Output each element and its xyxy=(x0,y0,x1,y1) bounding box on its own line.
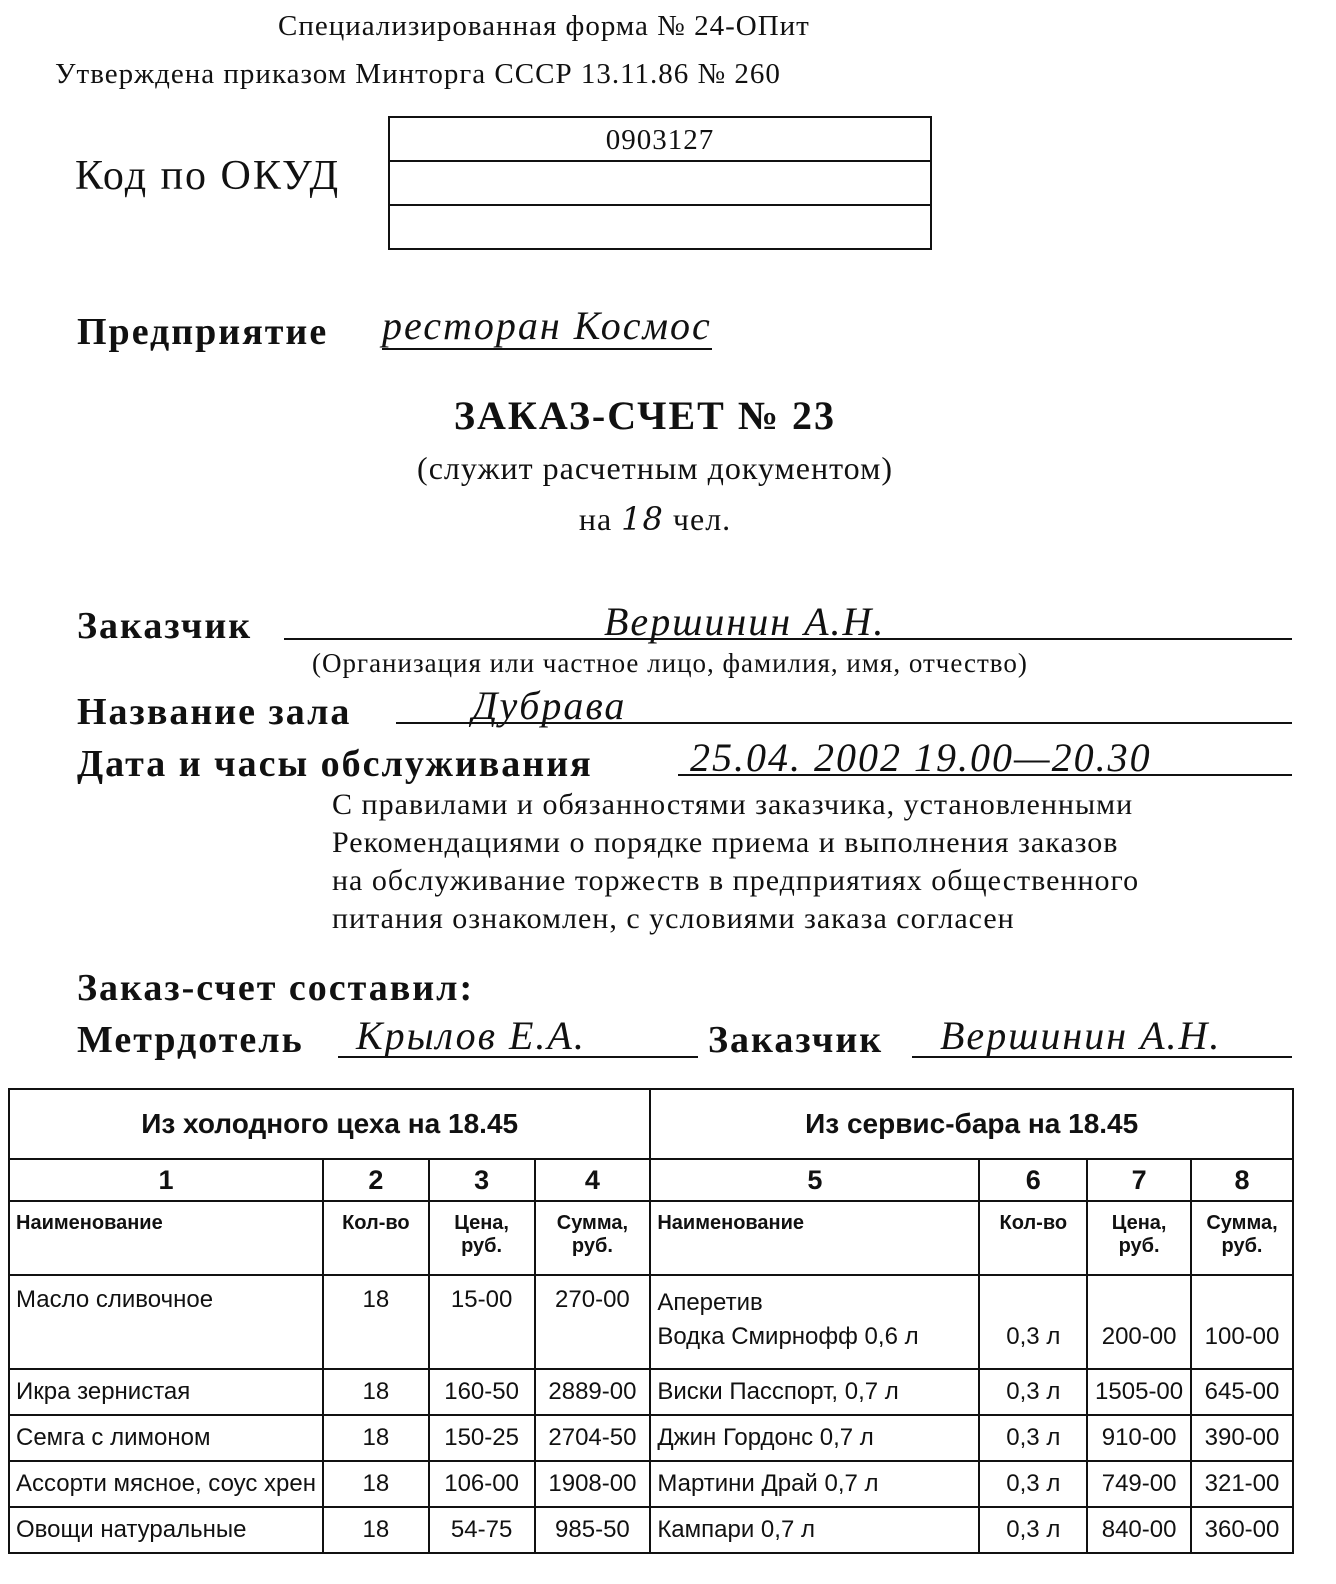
item-price: 106-00 xyxy=(429,1461,535,1507)
item-sum: 270-00 xyxy=(535,1275,651,1369)
col-number: 4 xyxy=(535,1159,651,1201)
customer-label: Заказчик xyxy=(77,605,253,647)
col-number: 3 xyxy=(429,1159,535,1201)
okud-code-value: 0903127 xyxy=(390,118,930,162)
bar-item-price: 749-00 xyxy=(1087,1461,1191,1507)
item-qty: 18 xyxy=(323,1415,429,1461)
consent-notice xyxy=(332,786,1294,938)
bar-item-name: Мартини Драй 0,7 л xyxy=(650,1461,979,1507)
bar-item-qty xyxy=(979,1275,1087,1369)
bar-item-qty: 0,3 л xyxy=(979,1369,1087,1415)
bar-item-sum-value: 100-00 xyxy=(1204,1323,1280,1350)
table-row xyxy=(9,1507,1293,1553)
col-number: 7 xyxy=(1087,1159,1191,1201)
item-qty: 18 xyxy=(323,1507,429,1553)
item-name: Овощи натуральные xyxy=(9,1507,323,1553)
bar-item-qty: 0,3 л xyxy=(979,1507,1087,1553)
item-name: Икра зернистая xyxy=(9,1369,323,1415)
notice-line: С правилами и обязанностями заказчика, установленными xyxy=(332,788,1134,821)
okud-empty-cell xyxy=(390,162,930,206)
persons-prefix: на xyxy=(578,501,613,537)
col-number: 1 xyxy=(9,1159,323,1201)
bar-item-price-value: 200-00 xyxy=(1101,1323,1177,1350)
item-name: Семга с лимоном xyxy=(9,1415,323,1461)
composed-customer-label: Заказчик xyxy=(708,1019,884,1061)
okud-empty-cell xyxy=(390,206,930,250)
persons-count: 18 xyxy=(621,500,664,538)
table-row xyxy=(9,1369,1293,1415)
bar-item-title: Водка Смирнофф 0,6 л xyxy=(657,1323,919,1350)
document-subtitle: (служит расчетным документом) xyxy=(417,450,893,486)
item-name: Масло сливочное xyxy=(9,1275,323,1369)
sum-header-line: Сумма, xyxy=(556,1212,629,1234)
notice-line: на обслуживание торжеств в предприятиях общественного xyxy=(332,864,1140,897)
col-header-name: Наименование xyxy=(650,1201,979,1275)
bar-item-price: 910-00 xyxy=(1087,1415,1191,1461)
sum-header-unit: руб. xyxy=(571,1235,613,1257)
form-number-line: Специализированная форма № 24-ОПит xyxy=(278,10,810,42)
item-sum: 2889-00 xyxy=(535,1369,651,1415)
bar-item-sum: 390-00 xyxy=(1191,1415,1293,1461)
cold-shop-section-header: Из холодного цеха на 18.45 xyxy=(9,1089,650,1159)
service-time-value: 25.04. 2002 19.00—20.30 xyxy=(690,735,1152,780)
bar-item-category: Аперетив xyxy=(657,1289,763,1316)
col-number: 2 xyxy=(323,1159,429,1201)
item-qty: 18 xyxy=(323,1461,429,1507)
column-header-row xyxy=(9,1201,1293,1275)
item-sum: 1908-00 xyxy=(535,1461,651,1507)
sum-header-unit: руб. xyxy=(1221,1235,1263,1257)
bar-item-sum: 360-00 xyxy=(1191,1507,1293,1553)
document-title: ЗАКАЗ-СЧЕТ № 23 xyxy=(453,393,837,438)
sum-header-line: Сумма, xyxy=(1206,1212,1278,1234)
notice-line: питания ознакомлен, с условиями заказа согласен xyxy=(332,902,1015,935)
price-header-unit: руб. xyxy=(461,1235,503,1257)
service-time-label: Дата и часы обслуживания xyxy=(77,743,593,785)
item-price: 54-75 xyxy=(429,1507,535,1553)
item-price: 150-25 xyxy=(429,1415,535,1461)
hall-value: Дубрава xyxy=(472,683,627,728)
col-header-sum xyxy=(1191,1201,1293,1275)
column-number-row xyxy=(9,1159,1293,1201)
customer-hint: (Организация или частное лицо, фамилия, имя, отчество) xyxy=(312,648,1028,678)
bar-item-sum: 645-00 xyxy=(1191,1369,1293,1415)
bar-item-name: Джин Гордонс 0,7 л xyxy=(650,1415,979,1461)
col-header-qty: Кол-во xyxy=(323,1201,429,1275)
bar-item-qty: 0,3 л xyxy=(979,1415,1087,1461)
item-price: 160-50 xyxy=(429,1369,535,1415)
bar-item-price: 1505-00 xyxy=(1087,1369,1191,1415)
price-header-line: Цена, xyxy=(1111,1212,1167,1234)
composed-label: Заказ-счет составил: xyxy=(77,967,475,1009)
price-header-unit: руб. xyxy=(1118,1235,1160,1257)
item-name: Ассорти мясное, соус хрен xyxy=(9,1461,323,1507)
service-bar-section-header: Из сервис-бара на 18.45 xyxy=(650,1089,1293,1159)
bar-item-name: Кампари 0,7 л xyxy=(650,1507,979,1553)
col-number: 5 xyxy=(650,1159,979,1201)
okud-label: Код по ОКУД xyxy=(75,153,341,199)
enterprise-label: Предприятие xyxy=(77,311,329,353)
section-header-row xyxy=(9,1089,1293,1159)
customer-value: Вершинин А.Н. xyxy=(604,599,886,644)
item-qty: 18 xyxy=(323,1369,429,1415)
item-price: 15-00 xyxy=(429,1275,535,1369)
hall-label: Название зала xyxy=(77,691,352,733)
composed-customer-value: Вершинин А.Н. xyxy=(940,1013,1222,1058)
table-row xyxy=(9,1415,1293,1461)
notice-line: Рекомендациями о порядке приема и выполнения заказов xyxy=(332,826,1119,859)
item-sum: 2704-50 xyxy=(535,1415,651,1461)
bar-item-name: Виски Пасспорт, 0,7 л xyxy=(650,1369,979,1415)
col-header-price xyxy=(1087,1201,1191,1275)
table-row xyxy=(9,1461,1293,1507)
bar-item-price: 840-00 xyxy=(1087,1507,1191,1553)
table-row xyxy=(9,1275,1293,1369)
order-table xyxy=(8,1088,1294,1554)
bar-item-qty-value: 0,3 л xyxy=(1006,1323,1061,1350)
persons-count-line xyxy=(0,500,1310,538)
maitre-value: Крылов Е.А. xyxy=(356,1013,586,1058)
col-header-qty: Кол-во xyxy=(979,1201,1087,1275)
col-header-name: Наименование xyxy=(9,1201,323,1275)
bar-item-name xyxy=(650,1275,979,1369)
item-sum: 985-50 xyxy=(535,1507,651,1553)
bar-item-price xyxy=(1087,1275,1191,1369)
approval-line: Утверждена приказом Минторга СССР 13.11.86 № 260 xyxy=(55,58,781,90)
col-number: 8 xyxy=(1191,1159,1293,1201)
item-qty: 18 xyxy=(323,1275,429,1369)
enterprise-value: ресторан Космос xyxy=(382,303,712,348)
bar-item-sum xyxy=(1191,1275,1293,1369)
okud-code-box xyxy=(388,116,932,250)
col-number: 6 xyxy=(979,1159,1087,1201)
maitre-label: Метрдотель xyxy=(77,1019,304,1061)
col-header-price xyxy=(429,1201,535,1275)
price-header-line: Цена, xyxy=(454,1212,509,1234)
bar-item-sum: 321-00 xyxy=(1191,1461,1293,1507)
bar-item-qty: 0,3 л xyxy=(979,1461,1087,1507)
col-header-sum xyxy=(535,1201,651,1275)
persons-suffix: чел. xyxy=(672,501,732,537)
